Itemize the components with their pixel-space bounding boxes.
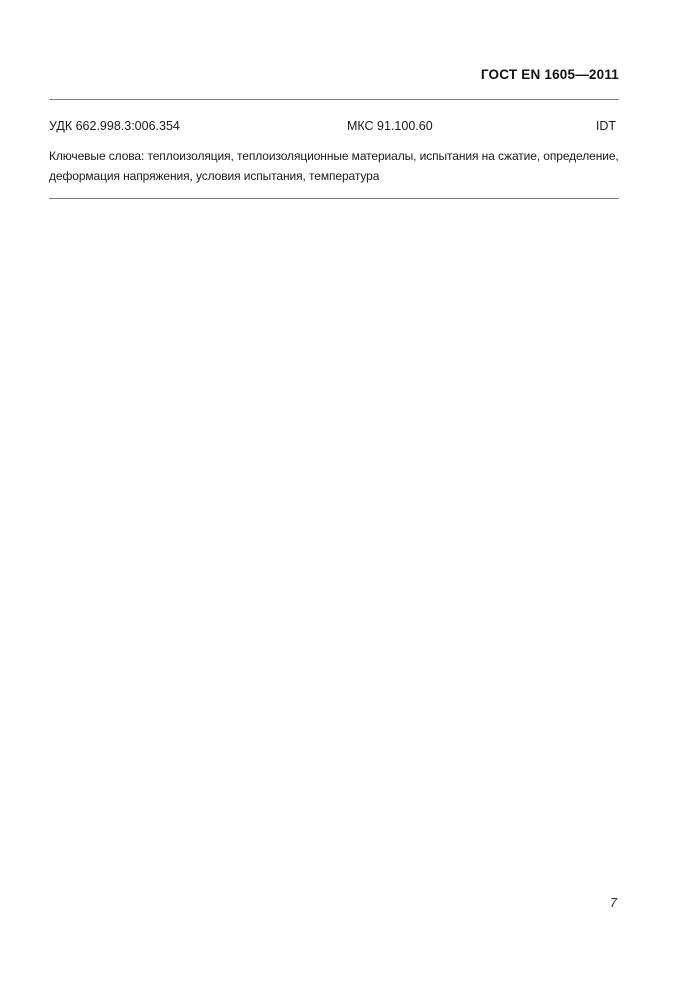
footer-divider-rule xyxy=(49,198,619,199)
header-divider-rule xyxy=(49,99,619,100)
mks-code: МКС 91.100.60 xyxy=(347,119,433,133)
standard-number-header: ГОСТ EN 1605—2011 xyxy=(480,67,619,82)
idt-label: IDT xyxy=(595,119,616,133)
keywords-paragraph: Ключевые слова: теплоизоляция, теплоизоляционные материалы, испытания на сжатие, определение, деформация напряжения, условия испытания, температура xyxy=(49,149,619,183)
udk-code: УДК 662.998.3:006.354 xyxy=(49,119,180,133)
page-number: 7 xyxy=(610,896,617,910)
reference-row xyxy=(49,119,619,135)
